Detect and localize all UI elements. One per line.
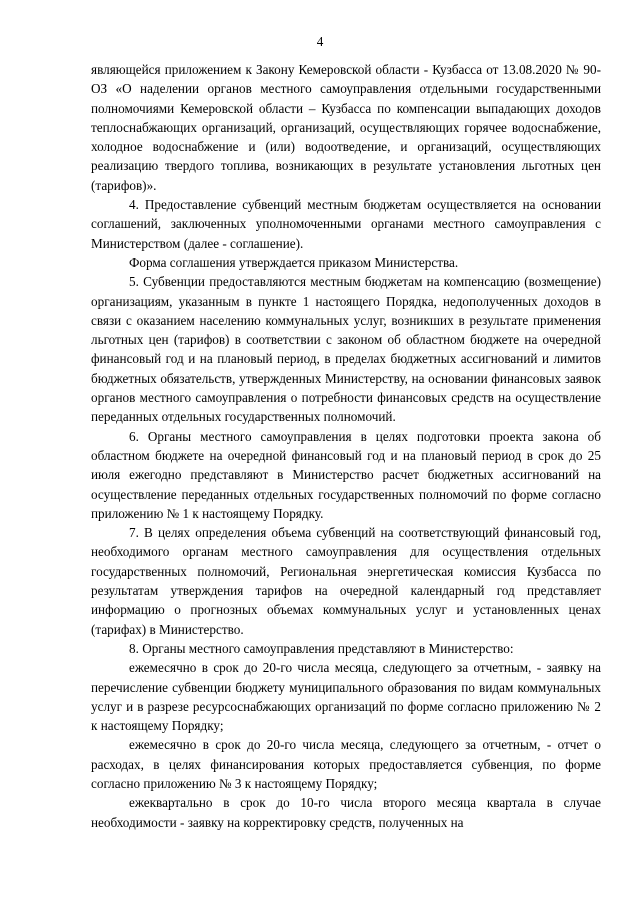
paragraph-law-reference: являющейся приложением к Закону Кемеровской области - Кузбасса от 13.08.2020 № 90-ОЗ «О наделении органов местного самоуправления отдельными государственными полномочиями Кемеровской области – Кузбасса по компенсации выпадающих доходов теплоснабжающих организаций, организаций, осуществляющих горячее водоснабжение, холодное водоснабжение и (или) водоотведение, и организаций, осуществляющих реализацию твердого топлива, возникающих в результате установления льготных цен (тарифов)». <box>91 62 601 193</box>
paragraph-item-4: 4. Предоставление субвенций местным бюджетам осуществляется на основании соглашений, заключенных уполномоченными органами местного самоуправления с Министерством (далее - соглашение). <box>91 197 601 251</box>
paragraph-item-6: 6. Органы местного самоуправления в целях подготовки проекта закона об областном бюджете на очередной финансовый год и на плановый период в срок до 25 июля ежегодно представляют в Министерство расчет бюджетных ассигнований на осуществление переданных отдельных государственных полномочий по форме согласно приложению № 1 к настоящему Порядку. <box>91 428 601 521</box>
paragraph-item-5: 5. Субвенции предоставляются местным бюджетам на компенсацию (возмещение) организациям, указанным в пункте 1 настоящего Порядка, недополученных доходов в связи с оказанием населению коммунальных услуг, возникших в результате применения льготных цен (тарифов) в соответствии с законом об областном бюджете на очередной финансовый год и на плановый период, в пределах бюджетных ассигнований и лимитов бюджетных обязательств, утвержденных Министерству, на основании финансовых заявок органов местного самоуправления о потребности финансовых средств на осуществление переданных отдельных государственных полномочий. <box>91 274 601 425</box>
document-body <box>91 60 601 832</box>
paragraph-agreement-form: Форма соглашения утверждается приказом Министерства. <box>129 254 459 270</box>
page-number: 4 <box>316 34 324 49</box>
paragraph-monthly-report: ежемесячно в срок до 20-го числа месяца, следующего за отчетным, - отчет о расходах, в целях финансирования которых предоставляется субвенция, по форме согласно приложению № 3 к настоящему Порядку; <box>91 737 601 791</box>
paragraph-monthly-request: ежемесячно в срок до 20-го числа месяца, следующего за отчетным, - заявку на перечисление субвенции бюджету муниципального образования по видам коммунальных услуг и в разрезе ресурсоснабжающих организаций по форме согласно приложению № 2 к настоящему Порядку; <box>91 660 601 734</box>
paragraph-item-8: 8. Органы местного самоуправления представляют в Министерство: <box>129 640 514 656</box>
paragraph-quarterly-correction: ежеквартально в срок до 10-го числа второго месяца квартала в случае необходимости - заявку на корректировку средств, полученных на <box>91 795 601 830</box>
paragraph-item-7: 7. В целях определения объема субвенций на соответствующий финансовый год, необходимого органам местного самоуправления для осуществления отдельных государственных полномочий, Региональная энергетическая комиссия Кузбасса по результатам утверждения тарифов на очередной календарный год представляет информацию о прогнозных объемах коммунальных услуг и установленных ценах (тарифах) в Министерство. <box>91 525 601 637</box>
